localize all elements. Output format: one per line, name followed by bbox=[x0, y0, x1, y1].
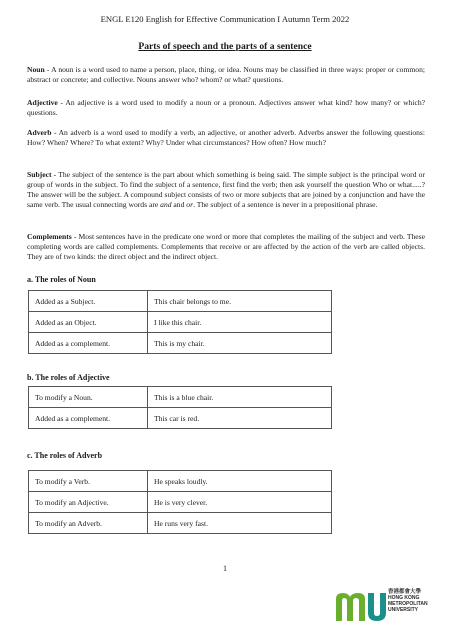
adverb-text: - An adverb is a word used to modify a verb, an adjective, or another adverb. Adverbs answer the following questions: How? When? Where? To what extent? Why? Under what circumstances? How often? How much? bbox=[27, 128, 425, 147]
complements-definition bbox=[27, 232, 425, 262]
university-name bbox=[388, 589, 428, 613]
adverb-term: Adverb bbox=[27, 128, 52, 137]
adjective-term: Adjective bbox=[27, 98, 58, 107]
page-number: 1 bbox=[223, 564, 227, 573]
table-cell: This car is red. bbox=[148, 408, 332, 429]
adverb-roles-table bbox=[28, 470, 332, 534]
adverb-roles-heading: c. The roles of Adverb bbox=[27, 451, 103, 460]
table-cell: To modify an Adjective. bbox=[29, 492, 148, 513]
table-cell: This is a blue chair. bbox=[148, 387, 332, 408]
table-row bbox=[29, 333, 332, 354]
subject-term: Subject bbox=[27, 170, 52, 179]
adjective-roles-table bbox=[28, 386, 332, 429]
complements-text: - Most sentences have in the predicate one word or more that completes the mailing of the subject and verb. These completing words are called complements. Complements that receive or are affected by the action of the verb are called objects. They are of two kinds: the direct object and the indirect object. bbox=[27, 232, 425, 261]
page-title: Parts of speech and the parts of a sentence bbox=[138, 41, 312, 52]
table-cell: To modify a Noun. bbox=[29, 387, 148, 408]
adverb-definition bbox=[27, 128, 425, 148]
noun-text: - A noun is a word used to name a person, place, thing, or idea. Nouns may be classified in three ways: proper or common; abstract or concrete; and collective. Nouns answer who? whom? or what? questions. bbox=[27, 65, 425, 84]
noun-definition bbox=[27, 65, 425, 85]
table-cell: Added as a complement. bbox=[29, 408, 148, 429]
table-cell: I like this chair. bbox=[148, 312, 332, 333]
university-name-line2: METROPOLITAN bbox=[388, 601, 428, 607]
adjective-text: - An adjective is a word used to modify a noun or a pronoun. Adjectives answer what kind? how many? or which? questions. bbox=[27, 98, 425, 117]
document-header: ENGL E120 English for Effective Communication I Autumn Term 2022 bbox=[100, 14, 350, 24]
table-row bbox=[29, 312, 332, 333]
table-cell: Added as a complement. bbox=[29, 333, 148, 354]
table-cell: He speaks loudly. bbox=[148, 471, 332, 492]
table-cell: He is very clever. bbox=[148, 492, 332, 513]
subject-italic-or: or bbox=[186, 200, 194, 209]
subject-text-mid: and bbox=[171, 200, 187, 209]
subject-text-before: - The subject of the sentence is the part about which something is being said. The simple subject is the principal word or group of words in the subject. To find the subject of a sentence, first find the verb; then ask yourself the question Who or what.....? The answer will be the subject. A compound subject consists of two or more subjects that are joined by a conjunction and have the same verb. The usual connecting words are bbox=[27, 170, 425, 209]
table-row bbox=[29, 387, 332, 408]
subject-definition bbox=[27, 170, 425, 210]
noun-roles-heading: a. The roles of Noun bbox=[27, 275, 96, 284]
university-name-line1: HONG KONG bbox=[388, 595, 420, 601]
table-cell: This is my chair. bbox=[148, 333, 332, 354]
table-cell: Added as a Subject. bbox=[29, 291, 148, 312]
table-row bbox=[29, 291, 332, 312]
subject-italic-and: and bbox=[160, 200, 172, 209]
university-name-line3: UNIVERSITY bbox=[388, 607, 419, 613]
table-row bbox=[29, 492, 332, 513]
adjective-roles-heading: b. The roles of Adjective bbox=[27, 373, 110, 382]
adjective-definition bbox=[27, 98, 425, 118]
table-cell: He runs very fast. bbox=[148, 513, 332, 534]
table-row bbox=[29, 408, 332, 429]
noun-term: Noun bbox=[27, 65, 45, 74]
table-row bbox=[29, 471, 332, 492]
table-cell: This chair belongs to me. bbox=[148, 291, 332, 312]
university-name-chinese: 香港都會大學 bbox=[388, 589, 422, 595]
table-cell: To modify a Verb. bbox=[29, 471, 148, 492]
noun-roles-table bbox=[28, 290, 332, 354]
subject-text-after: . The subject of a sentence is never in a prepositional phrase. bbox=[193, 200, 378, 209]
table-cell: Added as an Object. bbox=[29, 312, 148, 333]
table-cell: To modify an Adverb. bbox=[29, 513, 148, 534]
complements-term: Complements bbox=[27, 232, 72, 241]
table-row bbox=[29, 513, 332, 534]
